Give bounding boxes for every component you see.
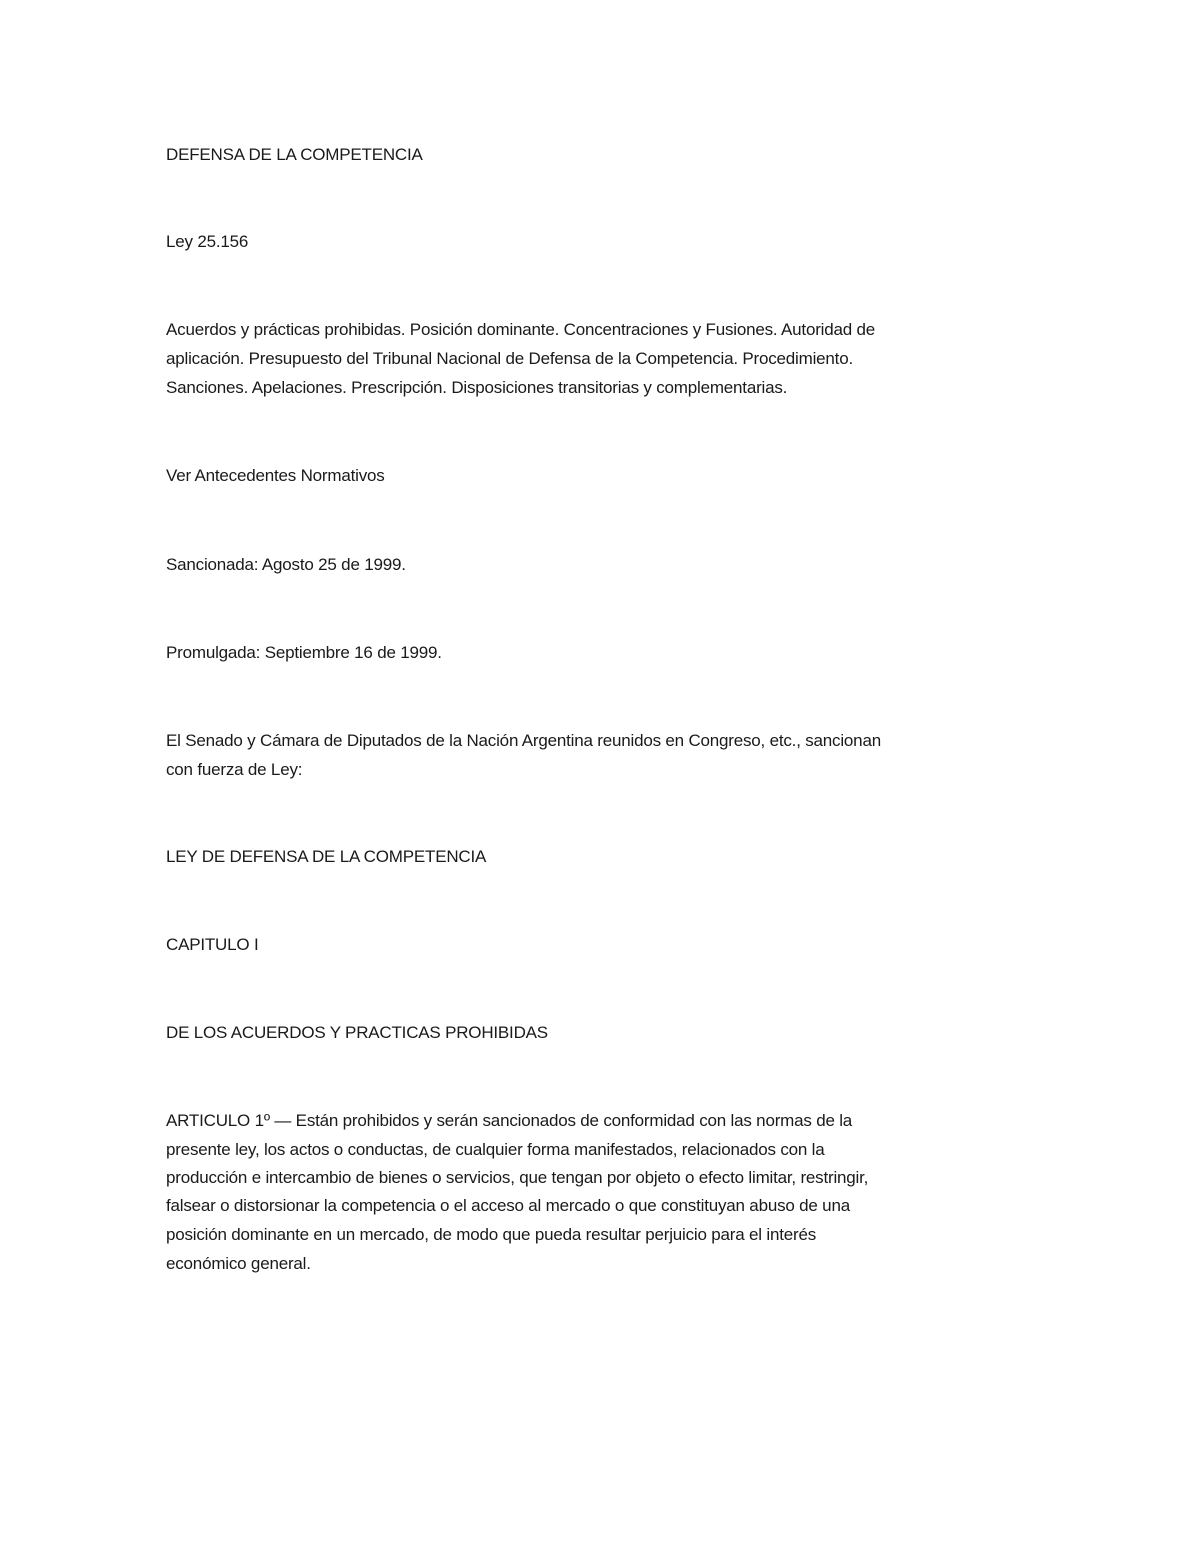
promulgada-date: Promulgada: Septiembre 16 de 1999. bbox=[166, 643, 442, 662]
article-line: ARTICULO 1º — Están prohibidos y serán sancionados de conformidad con las normas de la bbox=[166, 1111, 853, 1130]
article-line: económico general. bbox=[166, 1254, 311, 1273]
preamble-line: El Senado y Cámara de Diputados de la Nación Argentina reunidos en Congreso, etc., sancionan bbox=[166, 731, 881, 750]
summary-line: Acuerdos y prácticas prohibidas. Posición dominante. Concentraciones y Fusiones. Autoridad de bbox=[166, 320, 876, 339]
article-line: falsear o distorsionar la competencia o el acceso al mercado o que constituyan abuso de una bbox=[166, 1196, 850, 1215]
summary-line: aplicación. Presupuesto del Tribunal Nacional de Defensa de la Competencia. Procedimiento. bbox=[166, 349, 853, 368]
summary-line: Sanciones. Apelaciones. Prescripción. Disposiciones transitorias y complementarias. bbox=[166, 378, 788, 397]
antecedentes-link[interactable]: Ver Antecedentes Normativos bbox=[166, 466, 385, 485]
sancionada-date: Sancionada: Agosto 25 de 1999. bbox=[166, 555, 406, 574]
law-number: Ley 25.156 bbox=[166, 232, 249, 251]
chapter-heading: CAPITULO I bbox=[166, 935, 259, 954]
document-title: DEFENSA DE LA COMPETENCIA bbox=[166, 145, 423, 164]
preamble-line: con fuerza de Ley: bbox=[166, 760, 303, 779]
article-line: presente ley, los actos o conductas, de cualquier forma manifestados, relacionados con la bbox=[166, 1140, 825, 1159]
law-title: LEY DE DEFENSA DE LA COMPETENCIA bbox=[166, 847, 487, 866]
article-line: producción e intercambio de bienes o servicios, que tengan por objeto o efecto limitar, restringir, bbox=[166, 1168, 869, 1187]
article-line: posición dominante en un mercado, de modo que pueda resultar perjuicio para el interés bbox=[166, 1225, 816, 1244]
chapter-title: DE LOS ACUERDOS Y PRACTICAS PROHIBIDAS bbox=[166, 1023, 548, 1042]
